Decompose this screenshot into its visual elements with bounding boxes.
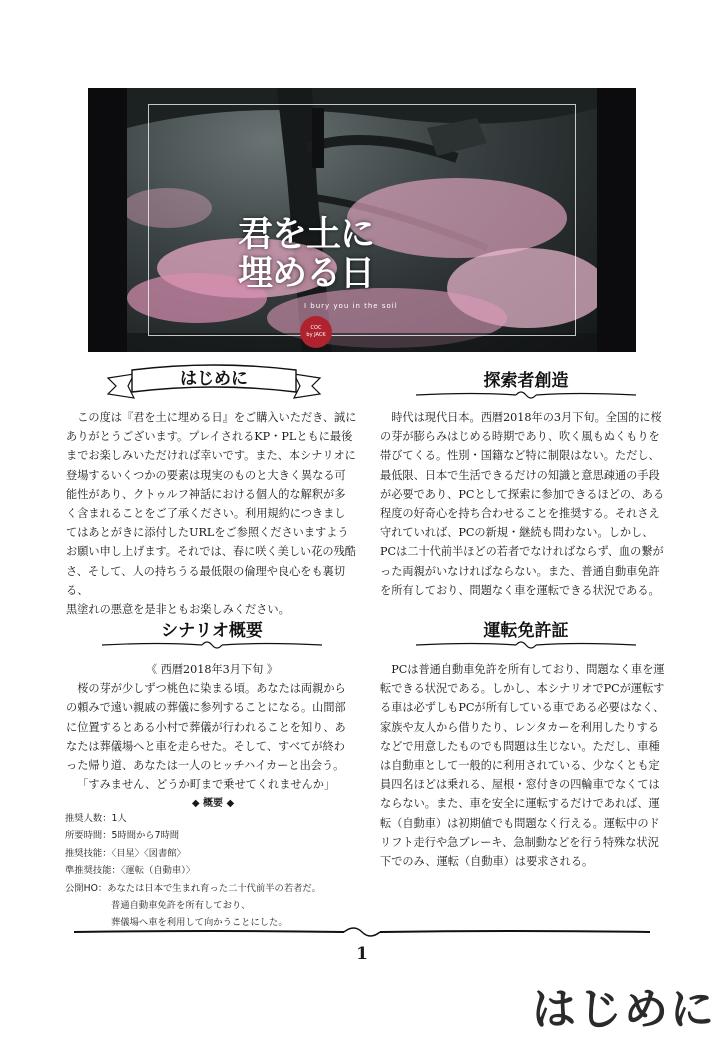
- creation-line: 守れていれば、PCの新規・継続も問わない。しかし、: [380, 526, 654, 540]
- scenario-line: なたは葬儀場へと車を走らせた。そして、すべてが終わ: [66, 739, 345, 753]
- flourish-divider-icon: [416, 388, 636, 402]
- creation-line: った両親がいなければならない。また、普通自動車免許: [380, 564, 660, 578]
- license-heading: 運転免許証: [483, 621, 569, 641]
- creation-line: 程度の好奇心を持ち合わせることを推奨する。それさえ: [380, 507, 660, 521]
- summary-item: 推奨人数：1人: [65, 813, 127, 824]
- badge-line-1: COC: [310, 325, 322, 331]
- summary-item: 所要時間：5時間から7時間: [65, 830, 180, 842]
- coc-badge: [300, 316, 332, 348]
- intro-line: さ、そして、人の持ちうる最低限の倫理や良心をも裏切る、: [66, 564, 346, 597]
- intro-line: 黒塗れの悪意を是非ともお楽しみください。: [66, 603, 290, 617]
- flourish-divider-icon: [102, 638, 322, 652]
- creation-heading: 探索者創造: [483, 371, 569, 391]
- creation-line: PCは二十代前半ほどの若者でなければならず、血の繋が: [380, 545, 664, 559]
- license-line: などで用意したものでも問題は生じない。ただし、車種: [380, 739, 660, 753]
- summary-title: ◆ 概要 ◆: [191, 798, 235, 809]
- license-line: る車は必ずしもPCが所有している車である必要はなく、: [380, 701, 665, 715]
- scenario-quote: 「すみません、どうか町まで乗せてくれませんか」: [77, 778, 336, 792]
- intro-line: てはあとがきに添付したURLをご参照くださいますよう: [66, 526, 349, 540]
- license-line: PCは普通自動車免許を所有しており、問題なく車を運: [391, 663, 665, 676]
- license-line: ならない。また、車を安全に運転するだけであれば、運: [380, 797, 660, 811]
- license-line: リフト走行や急ブレーキ、急制動などを行う特殊な状況: [380, 835, 659, 849]
- scenario-line: に位置するとある小村で葬儀が行われることを知り、あ: [66, 720, 346, 734]
- license-line: は自動車として一般的に利用されている、少なくとも定: [380, 759, 660, 773]
- license-line: 転できる状況である。しかし、本シナリオでPCが運転す: [380, 682, 665, 696]
- summary-item-cont: 葬儀場へ車を利用して向かうことにした。: [111, 917, 288, 929]
- creation-line: が必要であり、PCとして探索に参加できるほどの、ある: [380, 487, 665, 501]
- creation-line: を所有しており、問題なく車を運転できる状況である。: [380, 583, 660, 597]
- scenario-body: [66, 660, 358, 794]
- intro-line: く含まれることをご了承ください。利用規約につきまし: [66, 507, 346, 521]
- intro-line: 能性があり、クトゥルフ神話における個人的な解釈が多: [66, 487, 346, 501]
- creation-line: の芽が膨らみはじめる時期であり、吹く風もぬくもりを: [380, 430, 660, 444]
- summary-item-cont: 普通自動車免許を所有しており、: [111, 900, 251, 912]
- intro-heading: はじめに: [180, 369, 248, 389]
- cover-subtitle: I bury you in the soil: [304, 302, 398, 310]
- badge-line-2: by JACK: [306, 332, 326, 338]
- creation-body: [380, 408, 672, 600]
- flourish-divider-icon: [416, 638, 636, 652]
- cover-title: [238, 216, 388, 294]
- cover-image: [88, 88, 636, 352]
- section-corner-label: はじめに: [532, 984, 716, 1035]
- intro-line: 登場するいくつかの要素は現実のものと大きく異なる可: [66, 468, 346, 482]
- license-line: 下でのみ、運転（自動車）は要求される。: [380, 855, 594, 869]
- cover-title-line-2: 埋める日: [238, 254, 375, 294]
- license-body: [380, 660, 672, 871]
- scenario-line: った帰り道、あなたは一人のヒッチハイカーと出会う。: [66, 759, 345, 773]
- summary-item: 準推奨技能：〈運転（自動車）〉: [65, 865, 196, 877]
- summary-item: 推奨技能：〈目星〉〈図書館〉: [65, 847, 186, 859]
- creation-line: 最低限、日本で生活できるだけの知識と意思疎通の手段: [380, 468, 660, 482]
- intro-line: お願い申し上げます。それでは、春に咲く美しい花の残酷: [66, 545, 356, 559]
- summary-list: [65, 810, 321, 932]
- summary-item: 公開HO：あなたは日本で生まれ育った二十代前半の若者だ。: [65, 882, 322, 894]
- scenario-line: 桜の芽が少しずつ桃色に染まる頃。あなたは両親から: [77, 682, 346, 696]
- license-line: 家族や友人から借りたり、レンタカーを利用したりする: [380, 720, 659, 734]
- creation-line: 時代は現代日本。西暦2018年の3月下旬。全国的に桜: [391, 411, 662, 424]
- intro-line: この度は『君を土に埋める日』をご購入いただき、誠に: [77, 411, 357, 424]
- license-line: 転（自動車）は初期値でも問題なく行える。運転中のド: [380, 816, 660, 830]
- license-line: 員四名ほどは乗れる、屋根・窓付きの四輪車でなくては: [380, 778, 660, 792]
- footer-divider-icon: [74, 924, 650, 940]
- cover-title-line-1: 君を土に: [238, 215, 375, 255]
- intro-line: までお楽しみいただければ幸いです。また、本シナリオに: [66, 449, 356, 463]
- scenario-line: の頼みで遠い親戚の葬儀に参列することになる。山間部: [66, 701, 346, 715]
- intro-line: ありがとうございます。プレイされるKP・PLともに最後: [66, 430, 353, 444]
- intro-body: [66, 408, 358, 619]
- page-number: 1: [356, 944, 368, 964]
- creation-line: 帯びてくる。性別・国籍など特に制限はない。ただし、: [380, 449, 660, 463]
- scenario-heading: シナリオ概要: [161, 621, 263, 641]
- scenario-date: 《 西暦2018年3月下旬 》: [145, 663, 279, 676]
